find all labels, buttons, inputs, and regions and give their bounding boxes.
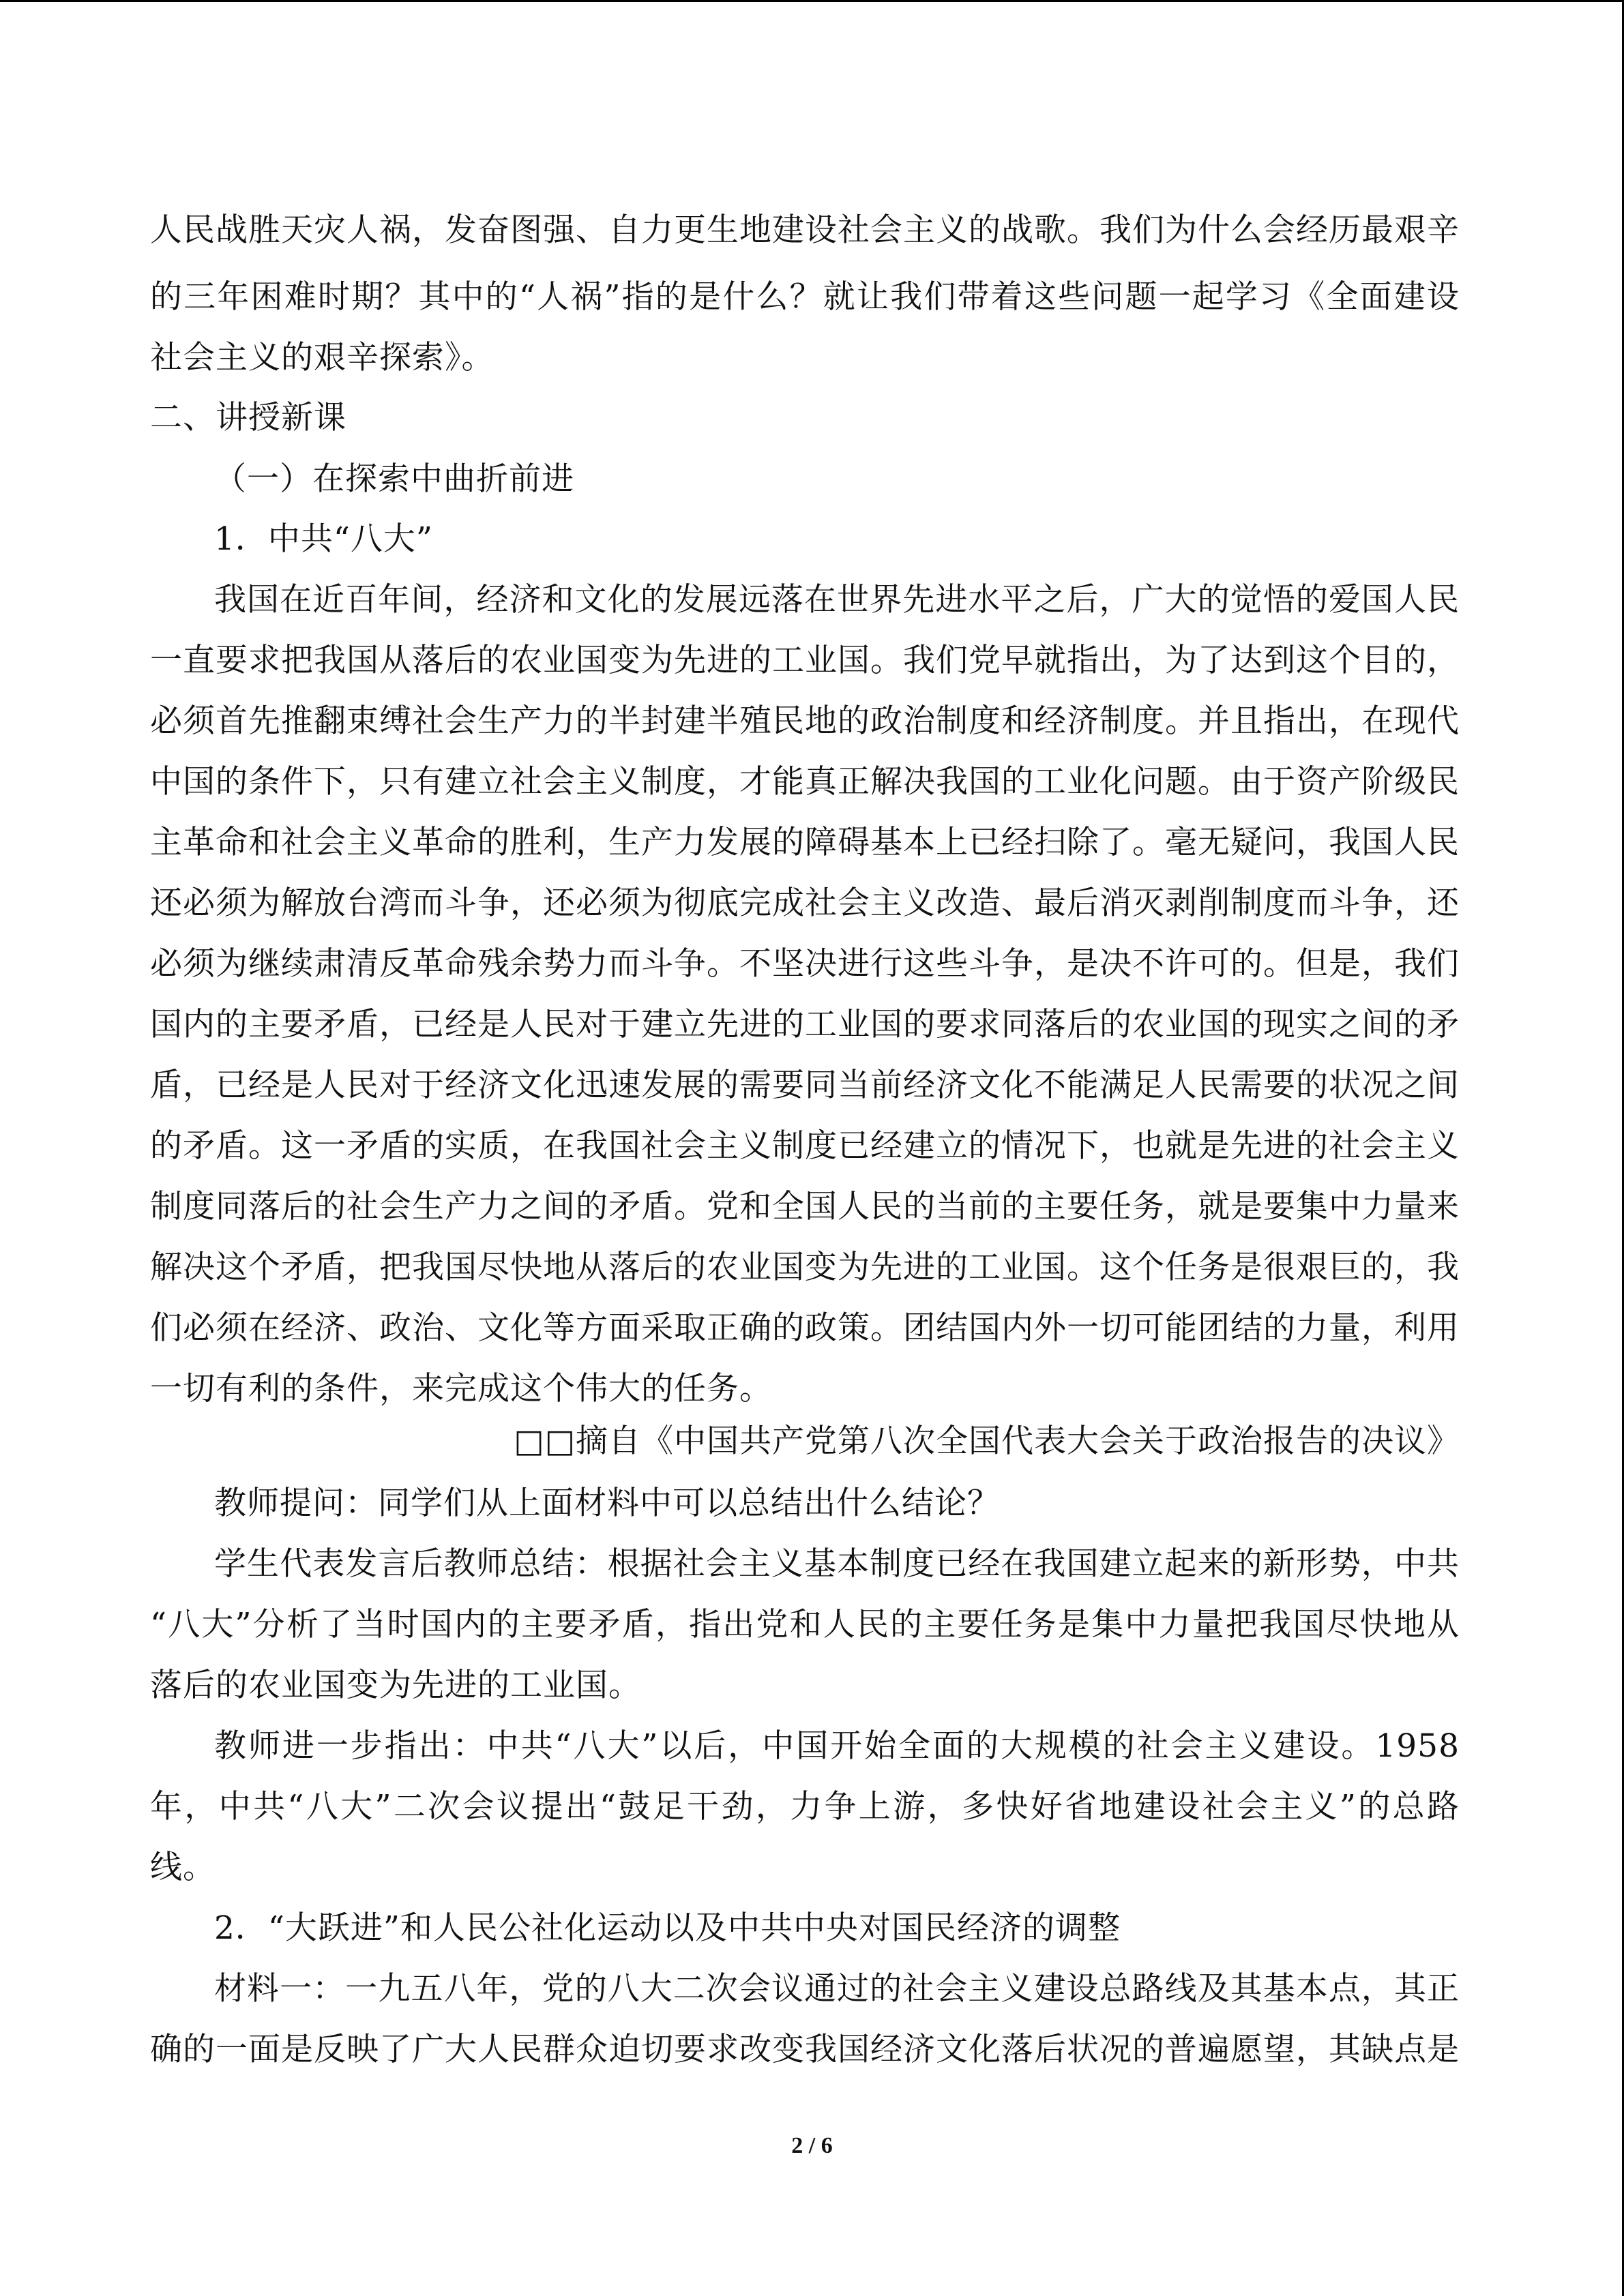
text-line: 制度同落后的社会生产力之间的矛盾。党和全国人民的当前的主要任务，就是要集中力量来 [150, 1188, 1460, 1225]
text-line: 确的一面是反映了广大人民群众迫切要求改变我国经济文化落后状况的普遍愿望，其缺点是 [150, 2031, 1460, 2068]
item-heading: 1．中共“八大” [214, 520, 433, 558]
text-line: 线。 [150, 1849, 216, 1886]
text-line: 教师提问：同学们从上面材料中可以总结出什么结论？ [214, 1485, 1000, 1522]
text-line: 主革命和社会主义革命的胜利，生产力发展的障碍基本上已经扫除了。毫无疑问，我国人民 [150, 824, 1460, 861]
text-line: 解决这个矛盾，把我国尽快地从落后的农业国变为先进的工业国。这个任务是很艰巨的，我 [150, 1249, 1460, 1286]
text-line: 必须为继续肃清反革命残余势力而斗争。不坚决进行这些斗争，是决不许可的。但是，我们 [150, 945, 1460, 983]
page-number: 2 / 6 [791, 2133, 833, 2158]
text-line: 材料一：一九五八年，党的八大二次会议通过的社会主义建设总路线及其基本点，其正 [214, 1970, 1460, 2008]
text-line: 年，中共“八大”二次会议提出“鼓足干劲，力争上游，多快好省地建设社会主义”的总路 [150, 1788, 1460, 1825]
source-citation: □□摘自《中国共产党第八次全国代表大会关于政治报告的决议》 [514, 1422, 1460, 1460]
text-line: 学生代表发言后教师总结：根据社会主义基本制度已经在我国建立起来的新形势，中共 [214, 1545, 1460, 1583]
item-heading: 2．“大跃进”和人民公社化运动以及中共中央对国民经济的调整 [214, 1909, 1121, 1947]
subsection-heading: （一）在探索中曲折前进 [214, 460, 574, 498]
text-line: 中国的条件下，只有建立社会主义制度，才能真正解决我国的工业化问题。由于资产阶级民 [150, 763, 1460, 801]
text-line: 必须首先推翻束缚社会生产力的半封建半殖民地的政治制度和经济制度。并且指出，在现代 [150, 702, 1460, 740]
text-line: “八大”分析了当时国内的主要矛盾，指出党和人民的主要任务是集中力量把我国尽快地从 [150, 1606, 1460, 1643]
text-line: 的三年困难时期？其中的“人祸”指的是什么？就让我们带着这些问题一起学习《全面建设 [150, 278, 1460, 316]
section-heading: 二、讲授新课 [150, 399, 346, 436]
text-line: 人民战胜天灾人祸，发奋图强、自力更生地建设社会主义的战歌。我们为什么会经历最艰辛 [150, 211, 1460, 249]
text-line: 社会主义的艰辛探索》。 [150, 339, 494, 376]
text-line: 一切有利的条件，来完成这个伟大的任务。 [150, 1370, 772, 1407]
text-line: 一直要求把我国从落后的农业国变为先进的工业国。我们党早就指出，为了达到这个目的， [150, 642, 1460, 679]
text-line: 们必须在经济、政治、文化等方面采取正确的政策。团结国内外一切可能团结的力量，利用 [150, 1309, 1460, 1347]
text-line: 盾，已经是人民对于经济文化迅速发展的需要同当前经济文化不能满足人民需要的状况之间 [150, 1067, 1460, 1104]
text-line: 国内的主要矛盾，已经是人民对于建立先进的工业国的要求同落后的农业国的现实之间的矛 [150, 1006, 1460, 1043]
text-line: 我国在近百年间，经济和文化的发展远落在世界先进水平之后，广大的觉悟的爱国人民 [214, 581, 1460, 618]
text-line: 还必须为解放台湾而斗争，还必须为彻底完成社会主义改造、最后消灭剥削制度而斗争，还 [150, 884, 1460, 922]
text-line: 教师进一步指出：中共“八大”以后，中国开始全面的大规模的社会主义建设。1958 [214, 1727, 1460, 1765]
text-line: 的矛盾。这一矛盾的实质，在我国社会主义制度已经建立的情况下，也就是先进的社会主义 [150, 1127, 1460, 1165]
text-line: 落后的农业国变为先进的工业国。 [150, 1667, 641, 1704]
